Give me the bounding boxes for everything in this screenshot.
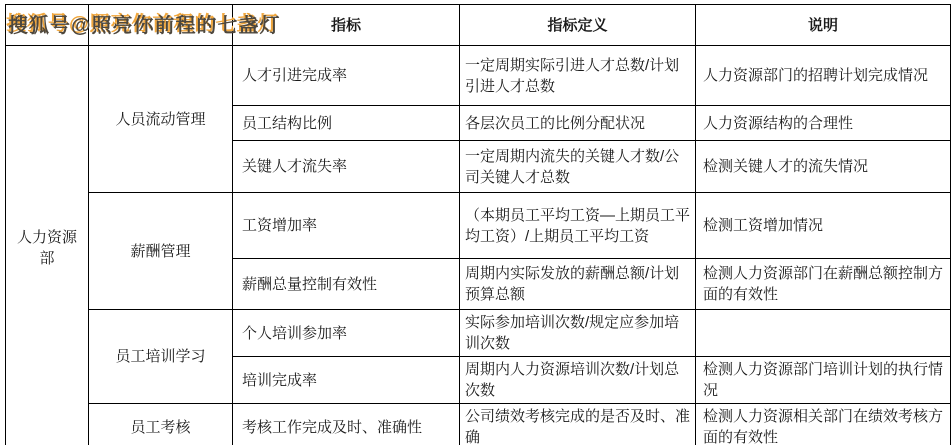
header-description: 说明 [696,5,951,46]
table-row [6,310,951,357]
definition-cell: 各层次员工的比例分配状况 [460,106,696,141]
description-cell: 检测人力资源相关部门在绩效考核方面的有效性 [696,404,951,445]
description-cell: 检测人力资源部门在薪酬总额控制方面的有效性 [696,259,951,310]
indicator-cell: 薪酬总量控制有效性 [233,259,460,310]
category-cell-training: 员工培训学习 [89,310,233,404]
category-cell-appraisal: 员工考核 [89,404,233,445]
indicator-cell: 人才引进完成率 [233,46,460,106]
sohu-watermark: 搜狐号@照亮你前程的七盏灯 [8,15,281,37]
hr-kpi-table [5,4,951,445]
header-indicator: 指标 [233,5,460,46]
department-cell: 人力资源部 [6,46,89,445]
category-cell-staff-flow: 人员流动管理 [89,46,233,193]
header-definition: 指标定义 [460,5,696,46]
definition-cell: 公司绩效考核完成的是否及时、准确 [460,404,696,445]
definition-cell: 周期内人力资源培训次数/计划总次数 [460,357,696,404]
description-cell: 检测人力资源部门培训计划的执行情况 [696,357,951,404]
table-row [6,193,951,259]
indicator-cell: 工资增加率 [233,193,460,259]
description-cell: 检测关键人才的流失情况 [696,141,951,193]
definition-cell: 实际参加培训次数/规定应参加培训次数 [460,310,696,357]
definition-cell: 周期内实际发放的薪酬总额/计划预算总额 [460,259,696,310]
description-cell: 检测工资增加情况 [696,193,951,259]
description-cell [696,310,951,357]
header-category [89,5,233,46]
indicator-cell: 培训完成率 [233,357,460,404]
indicator-cell: 员工结构比例 [233,106,460,141]
indicator-cell: 关键人才流失率 [233,141,460,193]
category-cell-compensation: 薪酬管理 [89,193,233,310]
definition-cell: 一定周期实际引进人才总数/计划引进人才总数 [460,46,696,106]
description-cell: 人力资源结构的合理性 [696,106,951,141]
definition-cell: 一定周期内流失的关键人才数/公司关键人才总数 [460,141,696,193]
header-department [6,5,89,46]
indicator-cell: 考核工作完成及时、准确性 [233,404,460,445]
table-row [6,46,951,106]
indicator-cell: 个人培训参加率 [233,310,460,357]
description-cell: 人力资源部门的招聘计划完成情况 [696,46,951,106]
table-row [6,404,951,445]
definition-cell: （本期员工平均工资—上期员工平均工资）/上期员工平均工资 [460,193,696,259]
header-row [6,5,951,46]
